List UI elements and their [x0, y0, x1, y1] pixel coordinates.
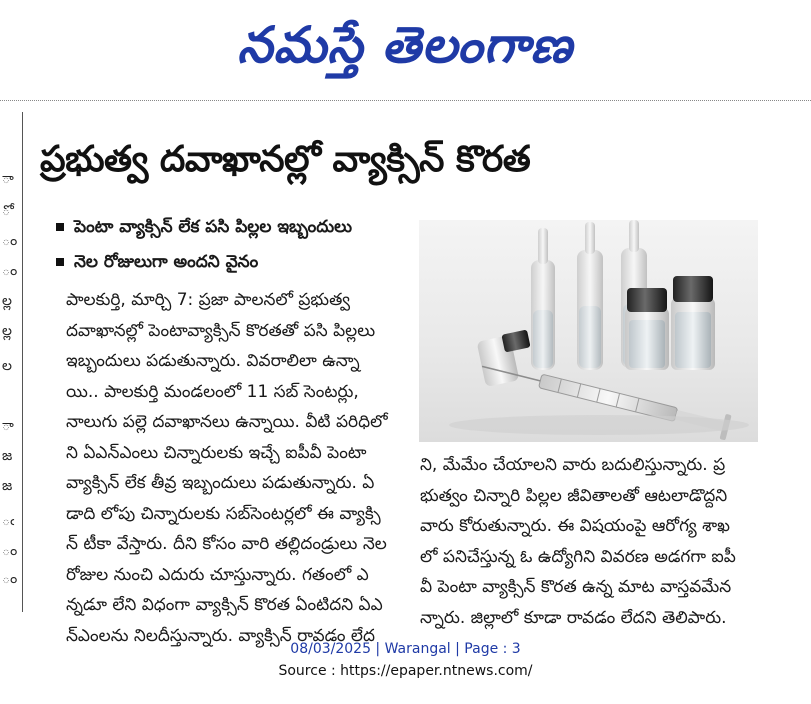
- body-text-line: న్నారు. జిల్లాలో కూడా రావడం లేదని తెలిపారు.: [420, 607, 727, 628]
- masthead: [0, 0, 811, 100]
- body-text-line: డాది లోపు చిన్నారులకు సబ్‌సెంటర్లలో ఈ వ్యాక్సి: [66, 503, 381, 524]
- page-footer: [0, 638, 811, 682]
- strip-glyph: ల్ల: [2, 323, 12, 339]
- masthead-divider: [0, 100, 811, 101]
- bullet-text: నెల రోజులుగా అందని వైనం: [74, 252, 259, 272]
- body-text-line: యి.. పాలకుర్తి మండలంలో 11 సబ్ సెంటర్లు,: [66, 381, 359, 402]
- strip-glyph: ం: [2, 543, 18, 559]
- strip-glyph: జ: [2, 478, 13, 494]
- strip-glyph: ా: [2, 171, 14, 187]
- body-text-line: ని ఏఎన్ఎంలు చిన్నారులకు ఇచ్చే ఐపీవీ పెంటా: [66, 442, 367, 463]
- vaccine-vials-photo: [419, 220, 758, 442]
- body-text-line: రోజుల నుంచి ఎదురు చూస్తున్నారు. గతంలో ఎ: [66, 564, 369, 585]
- article-headline: ప్రభుత్వ దవాఖానల్లో వ్యాక్సిన్ కొరత: [40, 139, 531, 180]
- body-text-line: ని, మేమేం చేయాలని వారు బదులిస్తున్నారు. ప్ర: [420, 455, 726, 475]
- body-text-line: ఇబ్బందులు పడుతున్నారు. వివరాలిలా ఉన్నా: [66, 351, 360, 371]
- vaccine-illustration: [419, 220, 758, 442]
- adjacent-article-strip: [0, 112, 23, 612]
- body-text-line: న్ టీకా వేస్తారు. దీని కోసం వారి తల్లిదండ్రులు నెల: [66, 534, 387, 554]
- article-bullet: [56, 250, 406, 274]
- body-text-line: వ్యాక్సిన్ లేక తీవ్ర ఇబ్బందులు పడుతున్నారు. ఏ: [66, 473, 375, 493]
- article-body-right-column: [420, 450, 758, 633]
- edition-info: 08/03/2025 | Warangal | Page : 3: [290, 641, 521, 657]
- article-body-left-column: [66, 285, 404, 651]
- source-link[interactable]: Source : https://epaper.ntnews.com/: [278, 663, 533, 679]
- strip-glyph: ం: [2, 571, 18, 587]
- body-text-line: న్ఎంలను నిలదీస్తున్నారు. వ్యాక్సిన్ రావడం లేద: [66, 625, 375, 646]
- strip-glyph: ల: [2, 358, 12, 374]
- strip-glyph: ల్ల: [2, 293, 12, 309]
- newspaper-logo: నమస్తే తెలంగాణ: [237, 15, 573, 74]
- body-text-line: భుత్వం చిన్నారి పిల్లల జీవితాలతో ఆటలాడొద్దని: [420, 485, 728, 506]
- body-text-line: న్నడూ లేని విధంగా వ్యాక్సిన్ కొరత ఏంటిదని ఏఎ: [66, 595, 383, 615]
- strip-glyph: ఁ: [2, 513, 15, 529]
- body-text-line: లో పనిచేస్తున్న ఓ ఉద్యోగిని వివరణ అడగగా ఐపీ: [420, 546, 736, 567]
- body-text-line: పాలకుర్తి, మార్చి 7: ప్రజా పాలనలో ప్రభుత్వ: [66, 290, 350, 310]
- body-text-line: వారు కోరుతున్నారు. ఈ విషయంపై ఆరోగ్య శాఖ: [420, 516, 730, 536]
- bullet-text: పెంటా వ్యాక్సిన్ లేక పసి పిల్లల ఇబ్బందులు: [74, 217, 353, 237]
- body-text-line: నాలుగు పల్లె దవాఖానలు ఉన్నాయి. వీటి పరిధిలో: [66, 412, 388, 432]
- strip-glyph: జ: [2, 448, 13, 464]
- strip-glyph: ం: [2, 233, 18, 249]
- strip-glyph: ం: [2, 263, 18, 279]
- article-bullet: [56, 215, 406, 239]
- bullet-square: [56, 258, 64, 266]
- body-text-line: వీ పెంటా వ్యాక్సిన్ కొరత ఉన్న మాట వాస్తవమేన: [420, 577, 732, 597]
- bullet-square: [56, 223, 64, 231]
- strip-glyph: ో: [2, 203, 11, 219]
- strip-glyph: ా: [2, 418, 14, 434]
- body-text-line: దవాఖానల్లో పెంటావ్యాక్సిన్ కొరతతో పసి పిల్లలు: [66, 320, 376, 341]
